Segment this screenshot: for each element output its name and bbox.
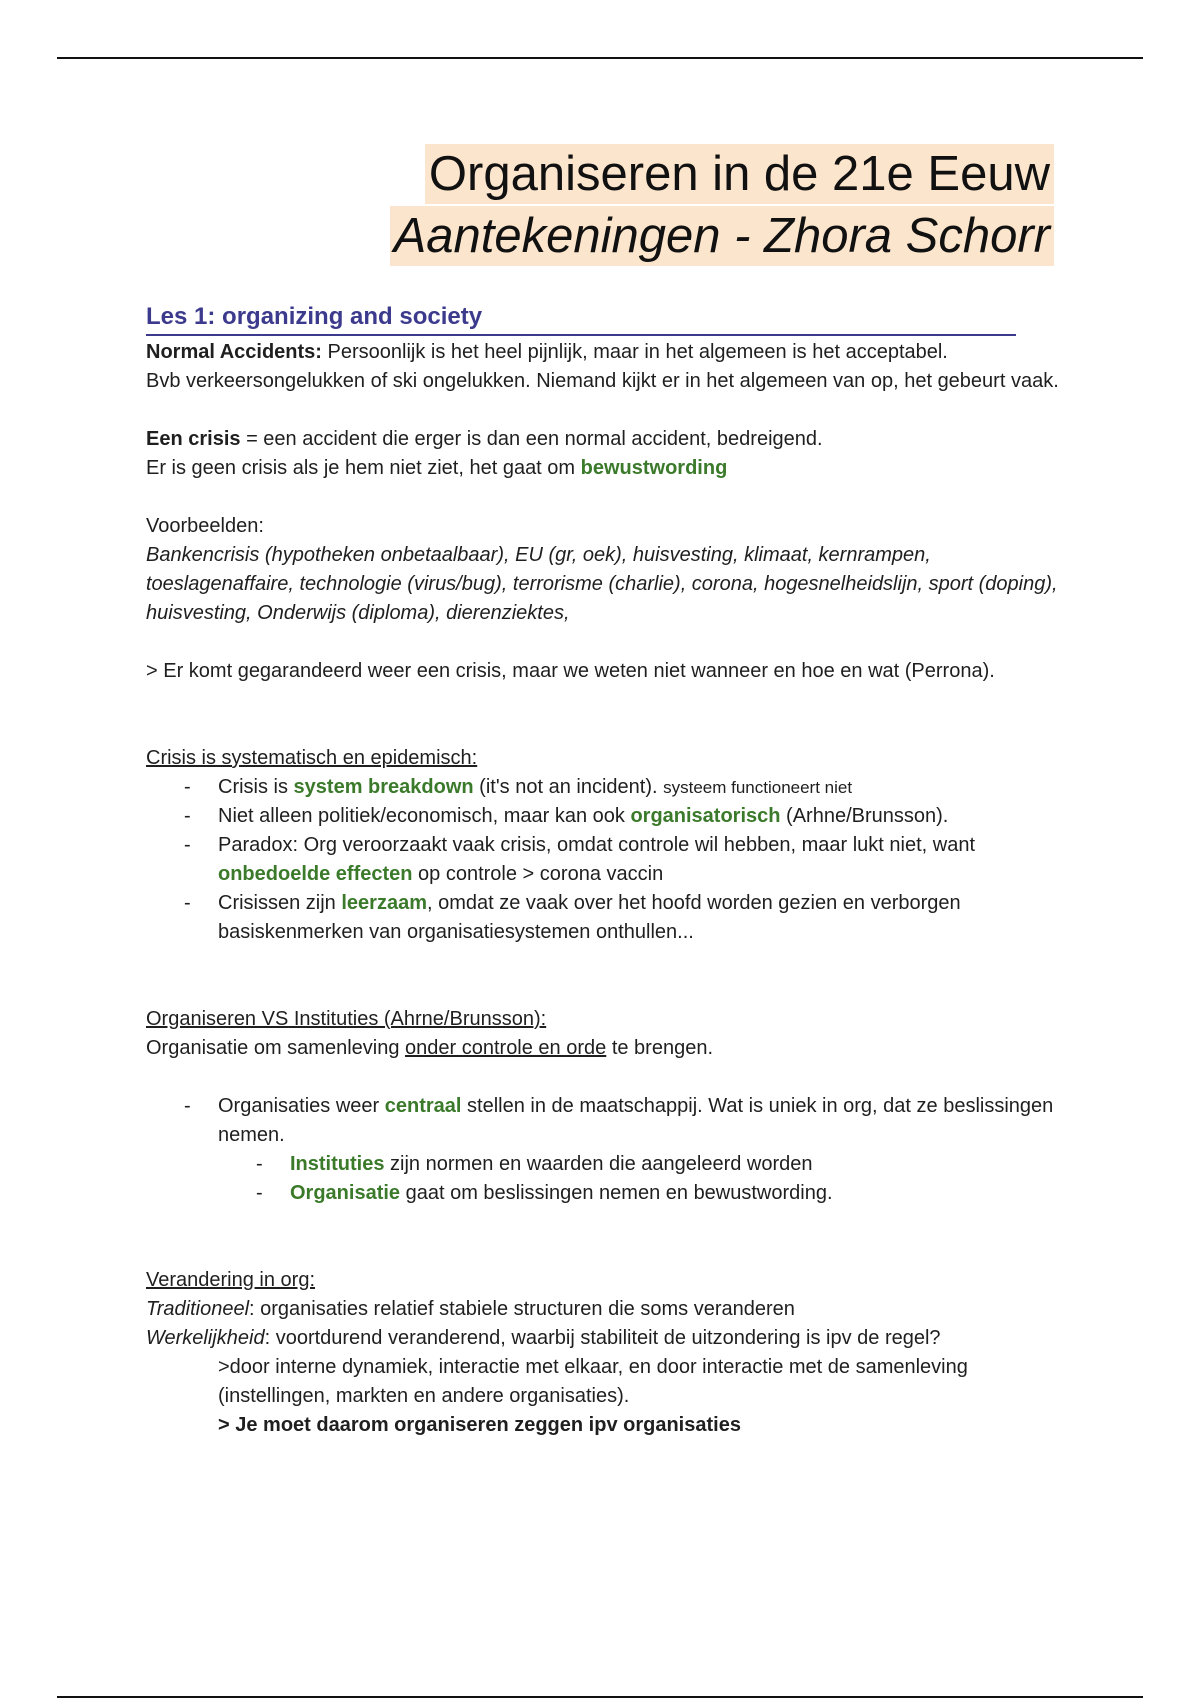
title-block <box>390 144 1054 266</box>
normal-accidents-term: Normal Accidents: <box>146 341 322 363</box>
examples-text: Bankencrisis (hypotheken onbetaalbaar), EU (gr, oek), huisvesting, klimaat, kernrampen, toeslagenaffaire, technologie (virus/bug), terrorisme (charlie), corona, hogesnelheidslijn, sport (doping), huisvesting, Onderwijs (diploma), dierenziektes, <box>146 544 1058 624</box>
list-item: - Crisis is system breakdown (it's not an incident). systeem functioneert niet <box>218 773 1066 802</box>
change-heading: Verandering in org: <box>146 1269 316 1291</box>
traditional-line: Traditioneel: organisaties relatief stabiele structuren die soms veranderen <box>146 1298 795 1320</box>
normal-accidents-paragraph <box>146 338 1066 396</box>
perrona-paragraph: > Er komt gegarandeerd weer een crisis, maar we weten niet wanneer en hoe en wat (Perrona). <box>146 660 995 682</box>
institutions-sublist <box>218 1150 1066 1208</box>
crisis-paragraph <box>146 425 1066 483</box>
crisis-term: Een crisis <box>146 428 241 450</box>
crisis-definition: = een accident die erger is dan een normal accident, bedreigend. <box>240 428 823 450</box>
institutions-line: Organisatie om samenleving onder controle en orde te brengen. <box>146 1037 714 1059</box>
list-item: - Paradox: Org veroorzaakt vaak crisis, omdat controle wil hebben, maar lukt niet, want onbedoelde effecten op controle > corona vaccin <box>218 831 1066 889</box>
list-item: - Niet alleen politiek/economisch, maar kan ook organisatorisch (Arhne/Brunsson). <box>218 802 1066 831</box>
conclusion-line: > Je moet daarom organiseren zeggen ipv organisaties <box>218 1414 741 1436</box>
list-item: - Organisaties weer centraal stellen in de maatschappij. Wat is uniek in org, dat ze beslissingen nemen. - Instituties zijn normen en waarden die aangeleerd worden - Organisatie gaat om beslissingen nemen en bewustwording. <box>218 1092 1066 1208</box>
list-item: - Instituties zijn normen en waarden die aangeleerd worden <box>290 1150 1066 1179</box>
document-title: Organiseren in de 21e Eeuw <box>425 144 1054 204</box>
crisis-line-2: Er is geen crisis als je hem niet ziet, het gaat om <box>146 457 581 479</box>
crisis-keyword: bewustwording <box>580 457 728 479</box>
normal-accidents-text-1: Persoonlijk is het heel pijnlijk, maar in het algemeen is het acceptabel. <box>321 341 948 363</box>
examples-label: Voorbeelden: <box>146 515 264 537</box>
reality-line: Werkelijkheid: voortdurend veranderend, waarbij stabiliteit de uitzondering is ipv de regel? <box>146 1327 941 1349</box>
institutions-heading: Organiseren VS Instituties (Ahrne/Brunsson): <box>146 1008 547 1030</box>
document-body <box>146 300 1066 1440</box>
lesson-heading: Les 1: organizing and society <box>146 300 1016 336</box>
top-rule <box>57 57 1143 59</box>
list-item: - Crisissen zijn leerzaam, omdat ze vaak over het hoofd worden gezien en verborgen basiskenmerken van organisatiesystemen onthullen... <box>218 889 1066 947</box>
document-subtitle: Aantekeningen - Zhora Schorr <box>390 206 1054 266</box>
normal-accidents-text-2: Bvb verkeersongelukken of ski ongelukken. Niemand kijkt er in het algemeen van op, het gebeurt vaak. <box>146 370 1059 392</box>
list-item: - Organisatie gaat om beslissingen nemen en bewustwording. <box>290 1179 1066 1208</box>
systematic-list <box>146 773 1066 947</box>
institutions-list <box>146 1092 1066 1208</box>
dynamics-line: >door interne dynamiek, interactie met elkaar, en door interactie met de samenleving (instellingen, markten en andere organisaties). <box>218 1356 968 1407</box>
systematic-heading: Crisis is systematisch en epidemisch: <box>146 747 478 769</box>
bottom-rule <box>57 1696 1143 1698</box>
